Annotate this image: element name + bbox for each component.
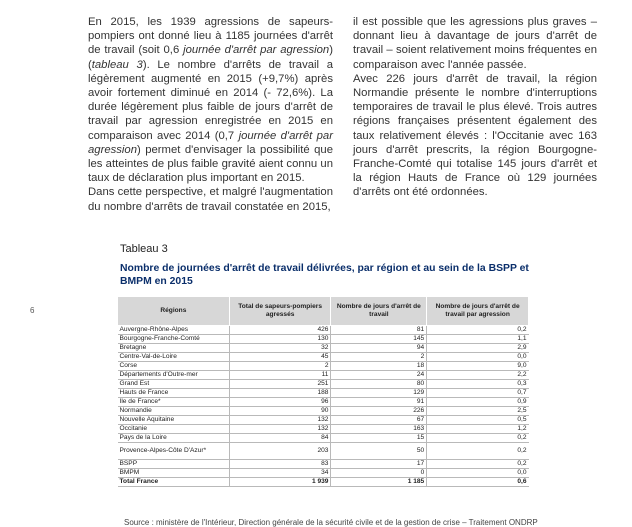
header-regions: Régions: [118, 297, 230, 326]
table-row: [118, 389, 529, 398]
region-cell: Bourgogne-Franche-Comté: [118, 335, 230, 344]
region-cell: Normandie: [118, 407, 230, 416]
header-days-per-agression: Nombre de jours d'arrêt de travail par agression: [427, 297, 529, 326]
table-label: Tableau 3: [120, 243, 168, 255]
table-row: [118, 335, 529, 344]
region-cell: Provence-Alpes-Côte D'Azur*: [118, 443, 230, 460]
table-row: [118, 326, 529, 335]
left-column: [88, 15, 333, 214]
table-row: [118, 407, 529, 416]
total-days-cell: 1 185: [331, 478, 427, 487]
region-cell: Auvergne-Rhône-Alpes: [118, 326, 230, 335]
table-row: [118, 362, 529, 371]
total-cell: 251: [229, 380, 331, 389]
total-cell: 426: [229, 326, 331, 335]
total-cell: 84: [229, 434, 331, 443]
total-cell: 132: [229, 425, 331, 434]
days-cell: 0: [331, 469, 427, 478]
total-cell: 34: [229, 469, 331, 478]
days-cell: 24: [331, 371, 427, 380]
table-row: [118, 353, 529, 362]
table-row: [118, 416, 529, 425]
table-row: [118, 434, 529, 443]
days-cell: 129: [331, 389, 427, 398]
ratio-cell: 0,0: [427, 353, 529, 362]
table-source: Source : ministère de l'Intérieur, Direction générale de la sécurité civile et de la gestion de crise – Traitement ONDRP: [124, 518, 538, 527]
region-cell: BMPM: [118, 469, 230, 478]
header-total-agressed: Total de sapeurs-pompiers agressés: [229, 297, 331, 326]
region-cell: BSPP: [118, 460, 230, 469]
days-cell: 145: [331, 335, 427, 344]
right-column: [353, 15, 597, 200]
region-cell: Grand Est: [118, 380, 230, 389]
days-cell: 18: [331, 362, 427, 371]
section-heading-fragment: [185, 0, 445, 8]
region-cell: Nouvelle Aquitaine: [118, 416, 230, 425]
total-cell: 2: [229, 362, 331, 371]
region-cell: Départements d'Outre-mer: [118, 371, 230, 380]
table-total-row: [118, 478, 529, 487]
region-cell: Bretagne: [118, 344, 230, 353]
total-ratio-cell: 0,6: [427, 478, 529, 487]
days-cell: 2: [331, 353, 427, 362]
ratio-cell: 0,2: [427, 443, 529, 460]
days-cell: 163: [331, 425, 427, 434]
region-cell: Pays de la Loire: [118, 434, 230, 443]
ratio-cell: 2,2: [427, 371, 529, 380]
region-cell: Centre-Val-de-Loire: [118, 353, 230, 362]
days-cell: 50: [331, 443, 427, 460]
right-paragraph-2: Avec 226 jours d'arrêt de travail, la région Normandie présente le nombre d'interruptions temporaires de travail le plus élevé. Trois autres régions françaises présentent également des taux relativement élevés : l'Occitanie avec 163 jours d'arrêt prescrits, la région Bourgogne-Franche-Comté qui totalise 145 jours d'arrêt et la région Hauts de France où 129 journées d'arrêts ont été ordonnées.: [353, 72, 597, 199]
days-cell: 91: [331, 398, 427, 407]
days-cell: 94: [331, 344, 427, 353]
left-paragraph-1: En 2015, les 1939 agressions de sapeurs-pompiers ont donné lieu à 1185 journées d'arrêt de travail (soit 0,6 journée d'arrêt par agression) (tableau 3). Le nombre d'arrêts de travail a légèrement augmenté en 2015 (+9,7%) après avoir fortement diminué en 2014 (- 72,6%). La durée légèrement plus faible de jours d'arrêt de travail par agression enregistrée en 2015 en comparaison avec 2014 (0,7 journée d'arrêt par agression) permet d'envisager la possibilité que les atteintes de plus faible gravité aient connu un taux de déclaration plus important en 2015.: [88, 16, 334, 185]
ratio-cell: 1,1: [427, 335, 529, 344]
table-header-row: [118, 297, 529, 326]
ratio-cell: 0,2: [427, 326, 529, 335]
region-cell: Occitanie: [118, 425, 230, 434]
total-cell: 45: [229, 353, 331, 362]
days-cell: 17: [331, 460, 427, 469]
total-cell: 83: [229, 460, 331, 469]
header-days-off: Nombre de jours d'arrêt de travail: [331, 297, 427, 326]
ratio-cell: 0,2: [427, 460, 529, 469]
total-cell: 188: [229, 389, 331, 398]
region-cell: Ile de France*: [118, 398, 230, 407]
ratio-cell: 9,0: [427, 362, 529, 371]
total-cell: 11: [229, 371, 331, 380]
ratio-cell: 0,7: [427, 389, 529, 398]
left-paragraph-2: Dans cette perspective, et malgré l'augmentation du nombre d'arrêts de travail constatée en 2015,: [88, 186, 333, 213]
total-agressed-cell: 1 939: [229, 478, 331, 487]
right-paragraph-1: il est possible que les agressions plus graves – donnant lieu à davantage de jours d'arrêt de travail – soient relativement moins fréquentes en comparaison avec l'année passée.: [353, 16, 597, 71]
table-row: [118, 425, 529, 434]
ratio-cell: 0,2: [427, 434, 529, 443]
data-table: [117, 296, 529, 487]
ratio-cell: 0,0: [427, 469, 529, 478]
region-cell: Hauts de France: [118, 389, 230, 398]
total-cell: 32: [229, 344, 331, 353]
days-cell: 80: [331, 380, 427, 389]
table-row: [118, 371, 529, 380]
ratio-cell: 1,2: [427, 425, 529, 434]
ratio-cell: 2,9: [427, 344, 529, 353]
days-cell: 67: [331, 416, 427, 425]
table-row: [118, 460, 529, 469]
ratio-cell: 0,5: [427, 416, 529, 425]
ratio-cell: 0,3: [427, 380, 529, 389]
total-cell: 132: [229, 416, 331, 425]
page-number: 6: [30, 306, 35, 315]
total-label-cell: Total France: [118, 478, 230, 487]
days-cell: 226: [331, 407, 427, 416]
total-cell: 203: [229, 443, 331, 460]
total-cell: 96: [229, 398, 331, 407]
ratio-cell: 2,5: [427, 407, 529, 416]
total-cell: 130: [229, 335, 331, 344]
ratio-cell: 0,9: [427, 398, 529, 407]
table-row: [118, 380, 529, 389]
table-row: [118, 344, 529, 353]
table-row: [118, 469, 529, 478]
region-cell: Corse: [118, 362, 230, 371]
total-cell: 90: [229, 407, 331, 416]
table-row: [118, 443, 529, 460]
days-cell: 81: [331, 326, 427, 335]
days-cell: 15: [331, 434, 427, 443]
table-row: [118, 398, 529, 407]
table-title: Nombre de journées d'arrêt de travail délivrées, par région et au sein de la BSPP et BMPM en 2015: [120, 263, 529, 287]
